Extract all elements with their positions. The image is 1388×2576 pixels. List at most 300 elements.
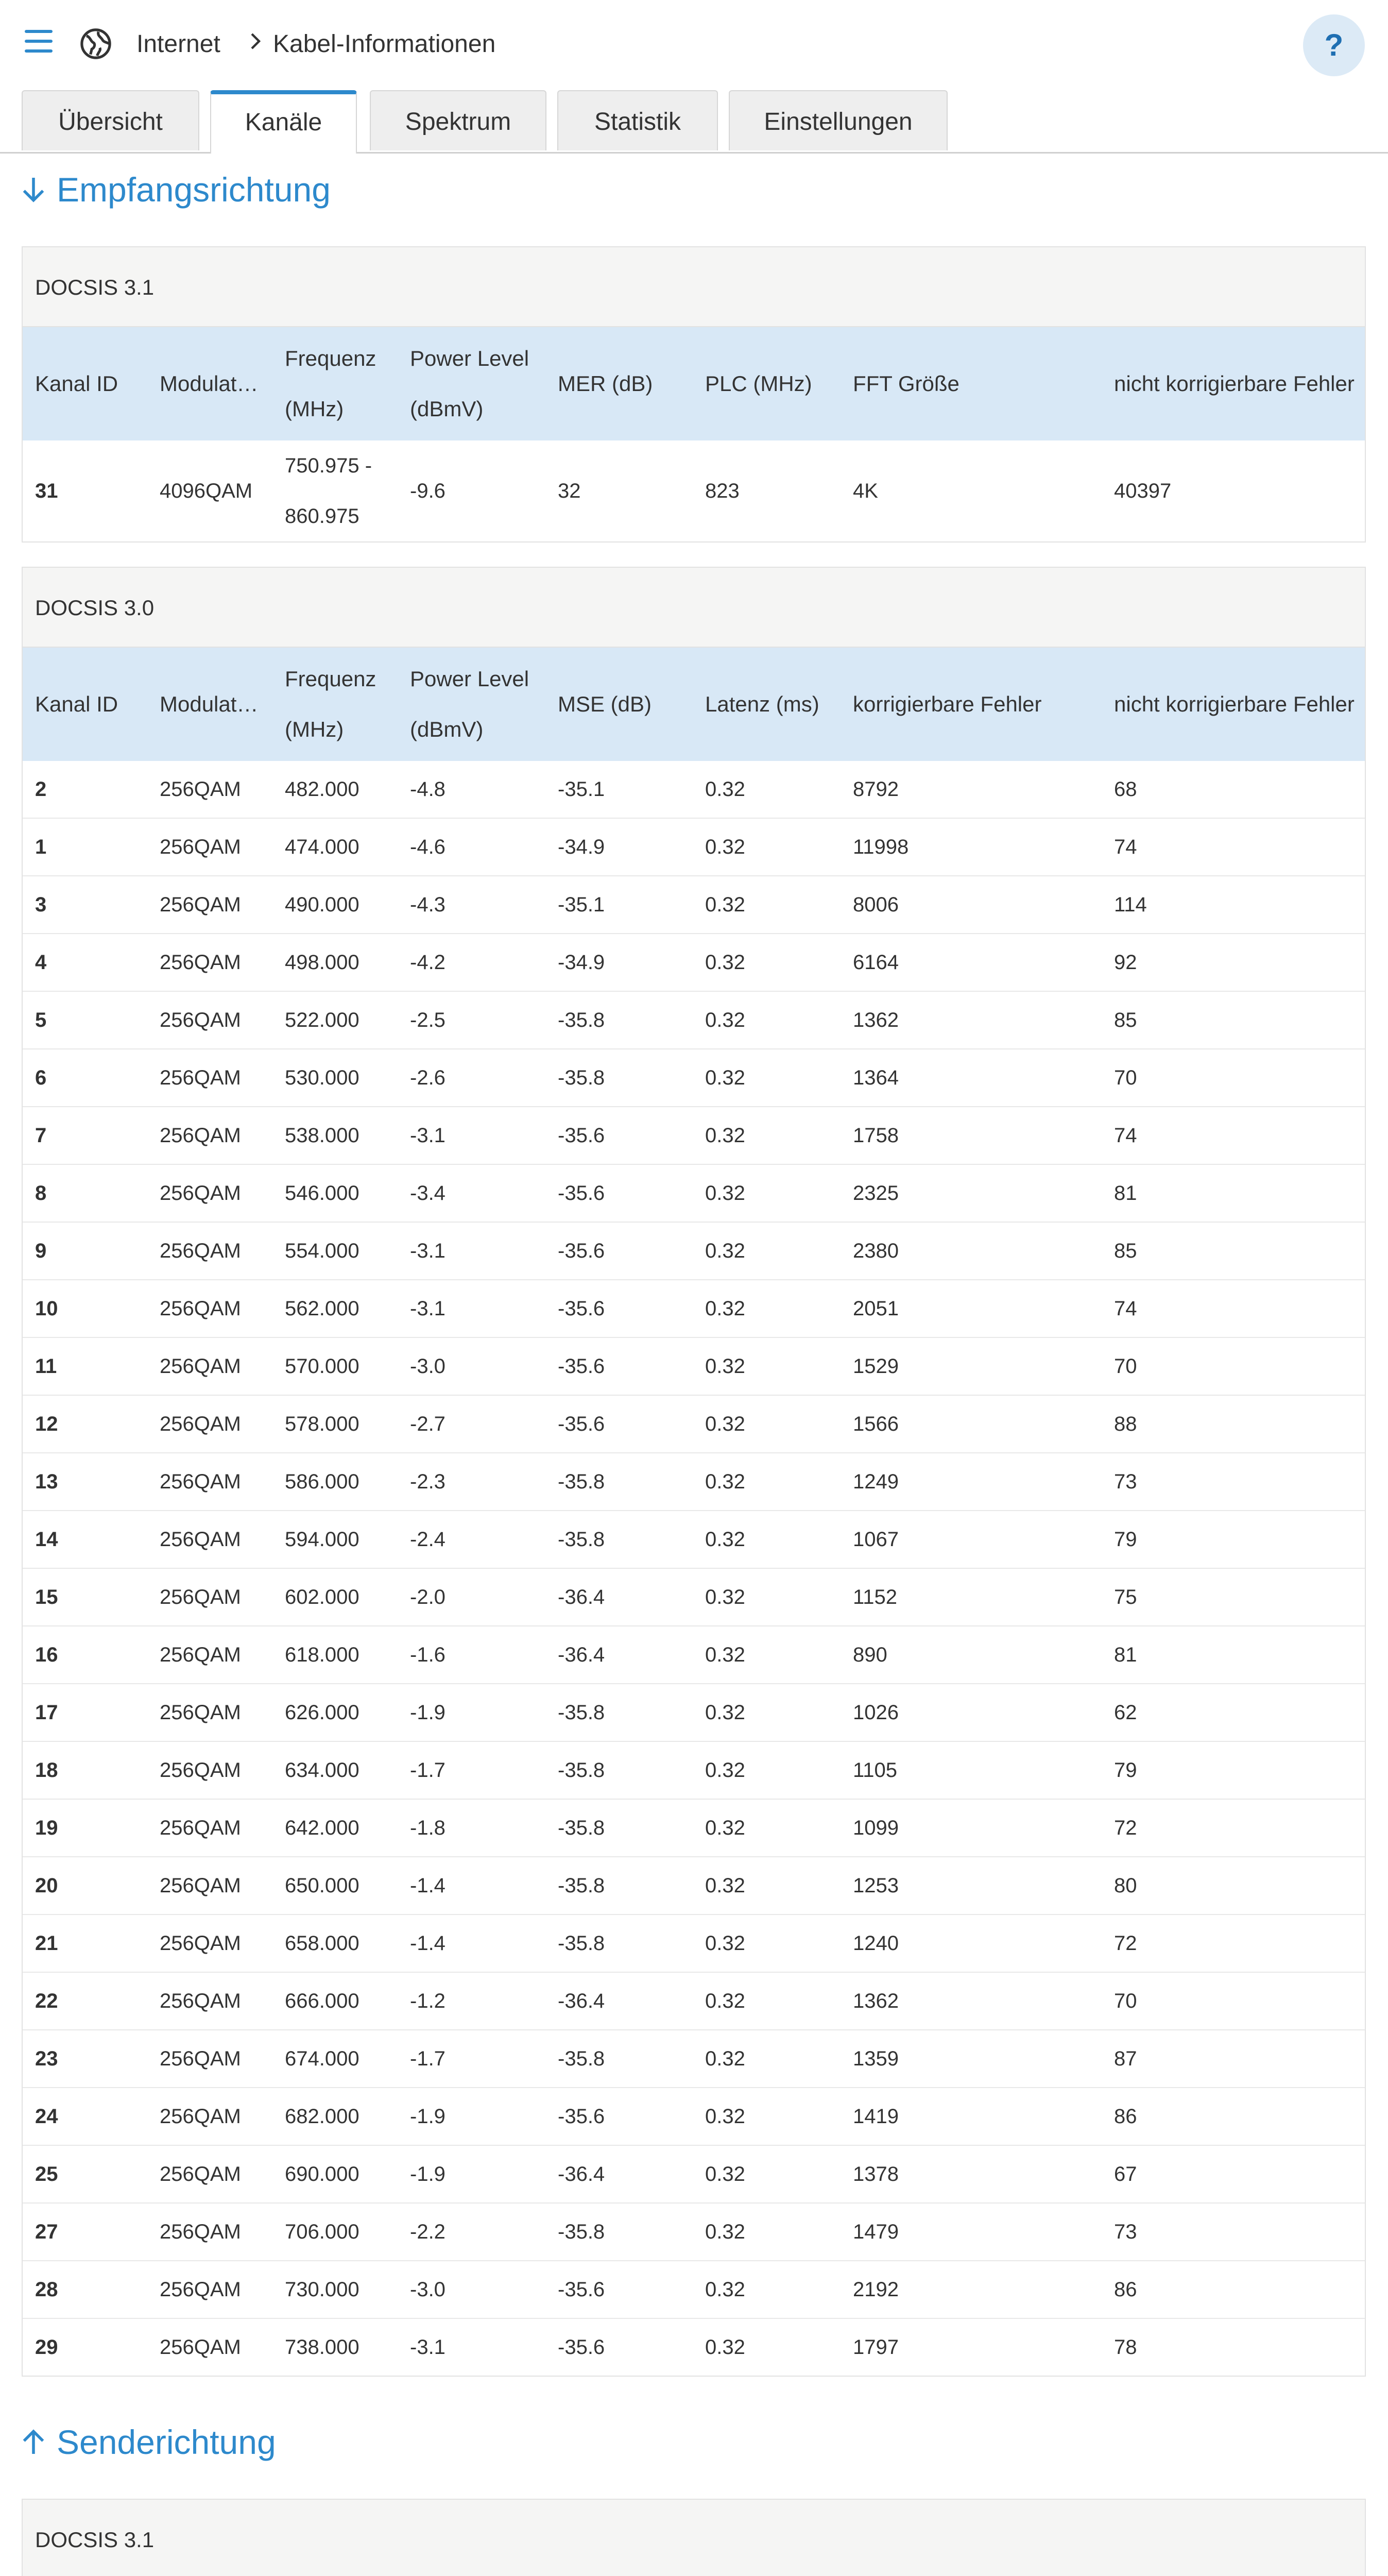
table-cell: 0.32 [693,1511,841,1568]
downstream-title-text: Empfangsrichtung [57,171,331,209]
table-cell: 81 [1102,1164,1365,1222]
table-cell: 0.32 [693,991,841,1049]
table-cell: 674.000 [272,2030,398,2088]
table-cell: 0.32 [693,2261,841,2318]
table-cell: 256QAM [147,1164,272,1222]
table-cell: 1378 [841,2145,1102,2203]
column-header: Modulat… [147,327,272,440]
channel-id-cell: 3 [23,876,147,934]
panel-label: DOCSIS 3.0 [23,568,1365,648]
table-cell: 4096QAM [160,480,253,502]
table-cell: -36.4 [545,1626,693,1684]
arrow-up-icon [22,2428,45,2456]
table-cell: 85 [1102,1222,1365,1280]
table-row [23,1049,1365,1107]
table-row [23,2203,1365,2261]
table-row [23,2088,1365,2145]
tab-statistik[interactable]: Statistik [557,90,718,150]
channel-id-cell: 22 [23,1972,147,2030]
table-cell: 88 [1102,1395,1365,1453]
table-cell: 256QAM [147,2318,272,2376]
table-cell: -35.6 [545,2261,693,2318]
table-cell: -1.8 [398,1799,545,1857]
table-cell: -1.4 [398,1914,545,1972]
table-cell: -4.6 [398,818,545,876]
tab-kanaele[interactable]: Kanäle [210,90,357,154]
table-cell: 256QAM [147,1799,272,1857]
table-row [23,1222,1365,1280]
table-cell: -35.8 [545,1453,693,1511]
table-cell: 1758 [841,1107,1102,1164]
table-cell: 0.32 [693,934,841,991]
table-cell: -3.4 [398,1164,545,1222]
table-cell: -1.9 [398,1684,545,1741]
channel-id-cell: 20 [23,1857,147,1914]
table-cell: 750.975 - 860.975 [285,454,372,528]
table-cell: 0.32 [693,818,841,876]
channel-id-cell: 4 [23,934,147,991]
column-header: MSE (dB) [545,648,693,761]
table-cell: 0.32 [693,1972,841,2030]
table-cell: -3.0 [398,2261,545,2318]
table-row [23,761,1365,818]
table-cell: 0.32 [693,1741,841,1799]
table-cell: 578.000 [272,1395,398,1453]
channel-id-cell: 29 [23,2318,147,2376]
table-cell: 72 [1102,1799,1365,1857]
table-cell: 1566 [841,1395,1102,1453]
column-header: FFT Größe [841,327,1102,440]
table-row [23,2318,1365,2376]
table-cell: 1253 [841,1857,1102,1914]
table-cell: 0.32 [693,1857,841,1914]
table-cell: -2.4 [398,1511,545,1568]
table-cell: -35.6 [545,1337,693,1395]
table-row [23,2145,1365,2203]
table-cell: -35.8 [545,1741,693,1799]
table-cell: 738.000 [272,2318,398,2376]
table-cell: 586.000 [272,1453,398,1511]
table-cell: -35.6 [545,1107,693,1164]
table-cell: 256QAM [147,1626,272,1684]
table-cell: 0.32 [693,1684,841,1741]
table-cell: 256QAM [147,1453,272,1511]
table-cell: -35.8 [545,1511,693,1568]
table-cell: 1362 [841,1972,1102,2030]
table-cell: -35.8 [545,1914,693,1972]
table-cell: 79 [1102,1741,1365,1799]
table-cell: -3.1 [398,1222,545,1280]
table-cell: -1.7 [398,1741,545,1799]
table-cell: 650.000 [272,1857,398,1914]
table-row [23,934,1365,991]
table-cell: -35.8 [545,1857,693,1914]
table-cell: 562.000 [272,1280,398,1337]
channel-id-cell: 19 [23,1799,147,1857]
table-row [23,2261,1365,2318]
table-cell: -3.1 [398,2318,545,2376]
table-cell: 554.000 [272,1222,398,1280]
table-cell: 658.000 [272,1914,398,1972]
table-cell: -1.9 [398,2088,545,2145]
table-cell: 256QAM [147,2203,272,2261]
table-cell: 86 [1102,2088,1365,2145]
tab-einstellungen[interactable]: Einstellungen [729,90,948,150]
table-cell: 1419 [841,2088,1102,2145]
table-cell: 0.32 [705,777,745,801]
table-cell: 474.000 [272,818,398,876]
table-cell: 256QAM [147,1972,272,2030]
table-cell: 1479 [841,2203,1102,2261]
table-cell: 0.32 [693,2203,841,2261]
table-cell: 642.000 [272,1799,398,1857]
table-cell: -35.8 [545,1799,693,1857]
channel-id-cell: 27 [23,2203,147,2261]
table-cell: 256QAM [147,1280,272,1337]
table-cell: 114 [1102,876,1365,934]
table-cell: 256QAM [147,1049,272,1107]
table-cell: 79 [1102,1511,1365,1568]
table-cell: 256QAM [147,1914,272,1972]
table-row [23,1741,1365,1799]
table-cell: 256QAM [147,1741,272,1799]
table-cell: 74 [1102,1107,1365,1164]
table-cell: 618.000 [272,1626,398,1684]
table-cell: -35.6 [545,1222,693,1280]
table-cell: 86 [1102,2261,1365,2318]
downstream-docsis30-table [23,648,1365,2376]
table-cell: -34.9 [545,818,693,876]
table-cell: 81 [1102,1626,1365,1684]
table-cell: -4.3 [398,876,545,934]
table-cell: 256QAM [147,1107,272,1164]
channel-id-cell: 8 [23,1164,147,1222]
tab-uebersicht[interactable]: Übersicht [22,90,199,150]
top-bar [0,0,1388,90]
table-cell: 8792 [853,777,899,801]
table-cell: 823 [705,480,740,502]
table-cell: 70 [1102,1049,1365,1107]
downstream-docsis30-panel [22,567,1366,2377]
column-header: PLC (MHz) [693,327,841,440]
table-cell: 522.000 [272,991,398,1049]
table-cell: -36.4 [545,2145,693,2203]
downstream-section-title [22,170,331,209]
table-cell: 256QAM [147,876,272,934]
table-cell: 256QAM [147,2261,272,2318]
upstream-title-text: Senderichtung [57,2423,276,2461]
table-cell: 0.32 [693,1222,841,1280]
upstream-docsis31-panel [22,2499,1366,2576]
downstream-docsis31-table [23,327,1365,541]
table-cell: 256QAM [147,2145,272,2203]
table-cell: 1364 [841,1049,1102,1107]
table-cell: 626.000 [272,1684,398,1741]
table-cell: 92 [1102,934,1365,991]
panel-label: DOCSIS 3.1 [23,2500,1365,2576]
channel-id-cell: 21 [23,1914,147,1972]
table-cell: 546.000 [272,1164,398,1222]
channel-id-cell: 14 [23,1511,147,1568]
table-row [23,1164,1365,1222]
channel-id-cell: 18 [23,1741,147,1799]
table-cell: 32 [558,480,581,502]
table-row [23,1337,1365,1395]
table-cell: 87 [1102,2030,1365,2088]
hamburger-menu-icon[interactable] [25,30,53,53]
table-cell: 1105 [841,1741,1102,1799]
table-cell: 1026 [841,1684,1102,1741]
table-cell: 0.32 [693,1914,841,1972]
column-header: Power Level (dBmV) [398,648,545,761]
column-header: Modulat… [147,648,272,761]
table-cell: 730.000 [272,2261,398,2318]
channel-id-cell: 10 [23,1280,147,1337]
table-cell: 8006 [841,876,1102,934]
table-cell: 256QAM [147,1568,272,1626]
channel-id-cell: 11 [23,1337,147,1395]
table-cell: -4.2 [398,934,545,991]
table-cell: -2.6 [398,1049,545,1107]
table-cell: -35.6 [545,2088,693,2145]
table-row [23,1453,1365,1511]
column-header: MER (dB) [545,327,693,440]
table-cell: 0.32 [693,1280,841,1337]
arrow-down-icon [22,175,45,204]
table-cell: 62 [1102,1684,1365,1741]
table-cell: -35.8 [545,1684,693,1741]
table-cell: 1240 [841,1914,1102,1972]
table-cell: 80 [1102,1857,1365,1914]
table-cell: 1067 [841,1511,1102,1568]
table-cell: 256QAM [147,818,272,876]
column-header: Kanal ID [23,327,147,440]
table-cell: -35.6 [545,2318,693,2376]
table-row [23,1280,1365,1337]
table-cell: 0.32 [693,1453,841,1511]
channel-id-cell: 5 [23,991,147,1049]
globe-icon [80,28,112,60]
help-button[interactable]: ? [1303,14,1365,76]
table-row [23,1568,1365,1626]
table-cell: -2.3 [398,1453,545,1511]
channel-id-cell: 17 [23,1684,147,1741]
table-cell: -35.1 [545,876,693,934]
column-header: korrigierbare Fehler [841,648,1102,761]
channel-id-cell: 16 [23,1626,147,1684]
table-cell: 0.32 [693,1049,841,1107]
table-cell: -2.0 [398,1568,545,1626]
table-cell: -2.5 [398,991,545,1049]
tab-spektrum[interactable]: Spektrum [370,90,546,150]
channel-id-cell: 25 [23,2145,147,2203]
table-cell: 0.32 [693,2088,841,2145]
table-cell: -36.4 [545,1568,693,1626]
table-cell: 666.000 [272,1972,398,2030]
table-cell: -35.6 [545,1280,693,1337]
table-cell: 256QAM [147,1857,272,1914]
table-cell: 256QAM [147,1684,272,1741]
table-cell: -34.9 [545,934,693,991]
table-cell: 256QAM [147,1337,272,1395]
table-cell: -1.9 [398,2145,545,2203]
table-row [23,818,1365,876]
channel-id-cell: 31 [35,480,58,502]
column-header: Frequenz (MHz) [272,648,398,761]
table-row [23,2030,1365,2088]
table-cell: 73 [1102,1453,1365,1511]
table-cell: -35.6 [545,1395,693,1453]
table-row [23,1511,1365,1568]
table-cell: 11998 [841,818,1102,876]
table-cell: 85 [1102,991,1365,1049]
channel-id-cell: 24 [23,2088,147,2145]
column-header: nicht korrigierbare Fehler [1102,648,1365,761]
table-cell: 602.000 [272,1568,398,1626]
channel-id-cell: 12 [23,1395,147,1453]
table-cell: 0.32 [693,1164,841,1222]
table-cell: 0.32 [693,2030,841,2088]
table-row [23,1626,1365,1684]
table-cell: 0.32 [693,1337,841,1395]
table-cell: 482.000 [285,777,359,801]
channel-id-cell: 23 [23,2030,147,2088]
column-header: Power Level (dBmV) [398,327,545,440]
table-row [23,1914,1365,1972]
channel-id-cell: 7 [23,1107,147,1164]
table-cell: 256QAM [147,1222,272,1280]
table-cell: -1.7 [398,2030,545,2088]
table-row [23,1107,1365,1164]
column-header: Latenz (ms) [693,648,841,761]
table-cell: 1529 [841,1337,1102,1395]
table-cell: 72 [1102,1914,1365,1972]
table-row [23,1972,1365,2030]
table-cell: 40397 [1114,480,1172,502]
table-cell: 538.000 [272,1107,398,1164]
channel-id-cell: 6 [23,1049,147,1107]
table-cell: 256QAM [147,991,272,1049]
table-cell: -36.4 [545,1972,693,2030]
table-cell: 74 [1102,818,1365,876]
table-cell: 70 [1102,1972,1365,2030]
channel-id-cell: 28 [23,2261,147,2318]
channel-id-cell: 1 [23,818,147,876]
table-cell: 890 [841,1626,1102,1684]
table-cell: -35.8 [545,2203,693,2261]
column-header: Kanal ID [23,648,147,761]
table-cell: 634.000 [272,1741,398,1799]
table-cell: 73 [1102,2203,1365,2261]
table-cell: 2325 [841,1164,1102,1222]
table-cell: 706.000 [272,2203,398,2261]
table-cell: 75 [1102,1568,1365,1626]
table-cell: 1359 [841,2030,1102,2088]
table-cell: 498.000 [272,934,398,991]
table-row [23,1684,1365,1741]
table-cell: 4K [853,480,878,502]
table-cell: 2192 [841,2261,1102,2318]
table-cell: 0.32 [693,2318,841,2376]
table-cell: 570.000 [272,1337,398,1395]
table-cell: 0.32 [693,2145,841,2203]
table-cell: -35.6 [545,1164,693,1222]
panel-label: DOCSIS 3.1 [23,247,1365,327]
table-cell: 67 [1102,2145,1365,2203]
table-cell: 1249 [841,1453,1102,1511]
table-cell: -9.6 [410,480,445,502]
table-cell: -2.7 [398,1395,545,1453]
downstream-docsis31-panel [22,246,1366,543]
table-cell: 594.000 [272,1511,398,1568]
table-row [23,876,1365,934]
table-cell: 690.000 [272,2145,398,2203]
table-cell: 6164 [841,934,1102,991]
table-cell: 1099 [841,1799,1102,1857]
table-cell: 0.32 [693,1395,841,1453]
column-header: nicht korrigierbare Fehler [1102,327,1365,440]
table-cell: -35.8 [545,2030,693,2088]
upstream-section-title [22,2422,276,2462]
table-cell: 0.32 [693,1107,841,1164]
table-cell: 78 [1102,2318,1365,2376]
table-cell: 2051 [841,1280,1102,1337]
table-cell: -2.2 [398,2203,545,2261]
table-cell: -3.0 [398,1337,545,1395]
tab-bar [0,90,1388,154]
table-cell: -3.1 [398,1280,545,1337]
table-cell: 256QAM [160,777,241,801]
channel-id-cell: 9 [23,1222,147,1280]
table-cell: 256QAM [147,934,272,991]
table-cell: 490.000 [272,876,398,934]
table-row [23,1857,1365,1914]
table-cell: 256QAM [147,2088,272,2145]
table-cell: -1.6 [398,1626,545,1684]
table-cell: -3.1 [398,1107,545,1164]
table-cell: 1362 [841,991,1102,1049]
table-row [23,440,1365,541]
table-cell: 0.32 [693,1799,841,1857]
table-cell: 0.32 [693,876,841,934]
table-row [23,1395,1365,1453]
table-cell: -1.2 [398,1972,545,2030]
breadcrumb-internet[interactable]: Internet [136,30,220,58]
table-cell: 1797 [841,2318,1102,2376]
table-row [23,991,1365,1049]
channel-id-cell: 13 [23,1453,147,1511]
table-cell: -35.8 [545,1049,693,1107]
table-cell: 256QAM [147,2030,272,2088]
table-row [23,1799,1365,1857]
table-cell: 682.000 [272,2088,398,2145]
table-cell: 0.32 [693,1626,841,1684]
table-cell: 70 [1102,1337,1365,1395]
table-cell: 2380 [841,1222,1102,1280]
table-cell: -35.1 [558,777,605,801]
channel-id-cell: 2 [35,777,47,801]
column-header: Frequenz (MHz) [272,327,398,440]
table-cell: -35.8 [545,991,693,1049]
table-cell: 74 [1102,1280,1365,1337]
channel-id-cell: 15 [23,1568,147,1626]
breadcrumb-current-page: Kabel-Informationen [273,30,496,58]
table-cell: -1.4 [398,1857,545,1914]
table-cell: 256QAM [147,1511,272,1568]
table-cell: 530.000 [272,1049,398,1107]
chevron-right-icon [247,31,263,52]
table-cell: 256QAM [147,1395,272,1453]
